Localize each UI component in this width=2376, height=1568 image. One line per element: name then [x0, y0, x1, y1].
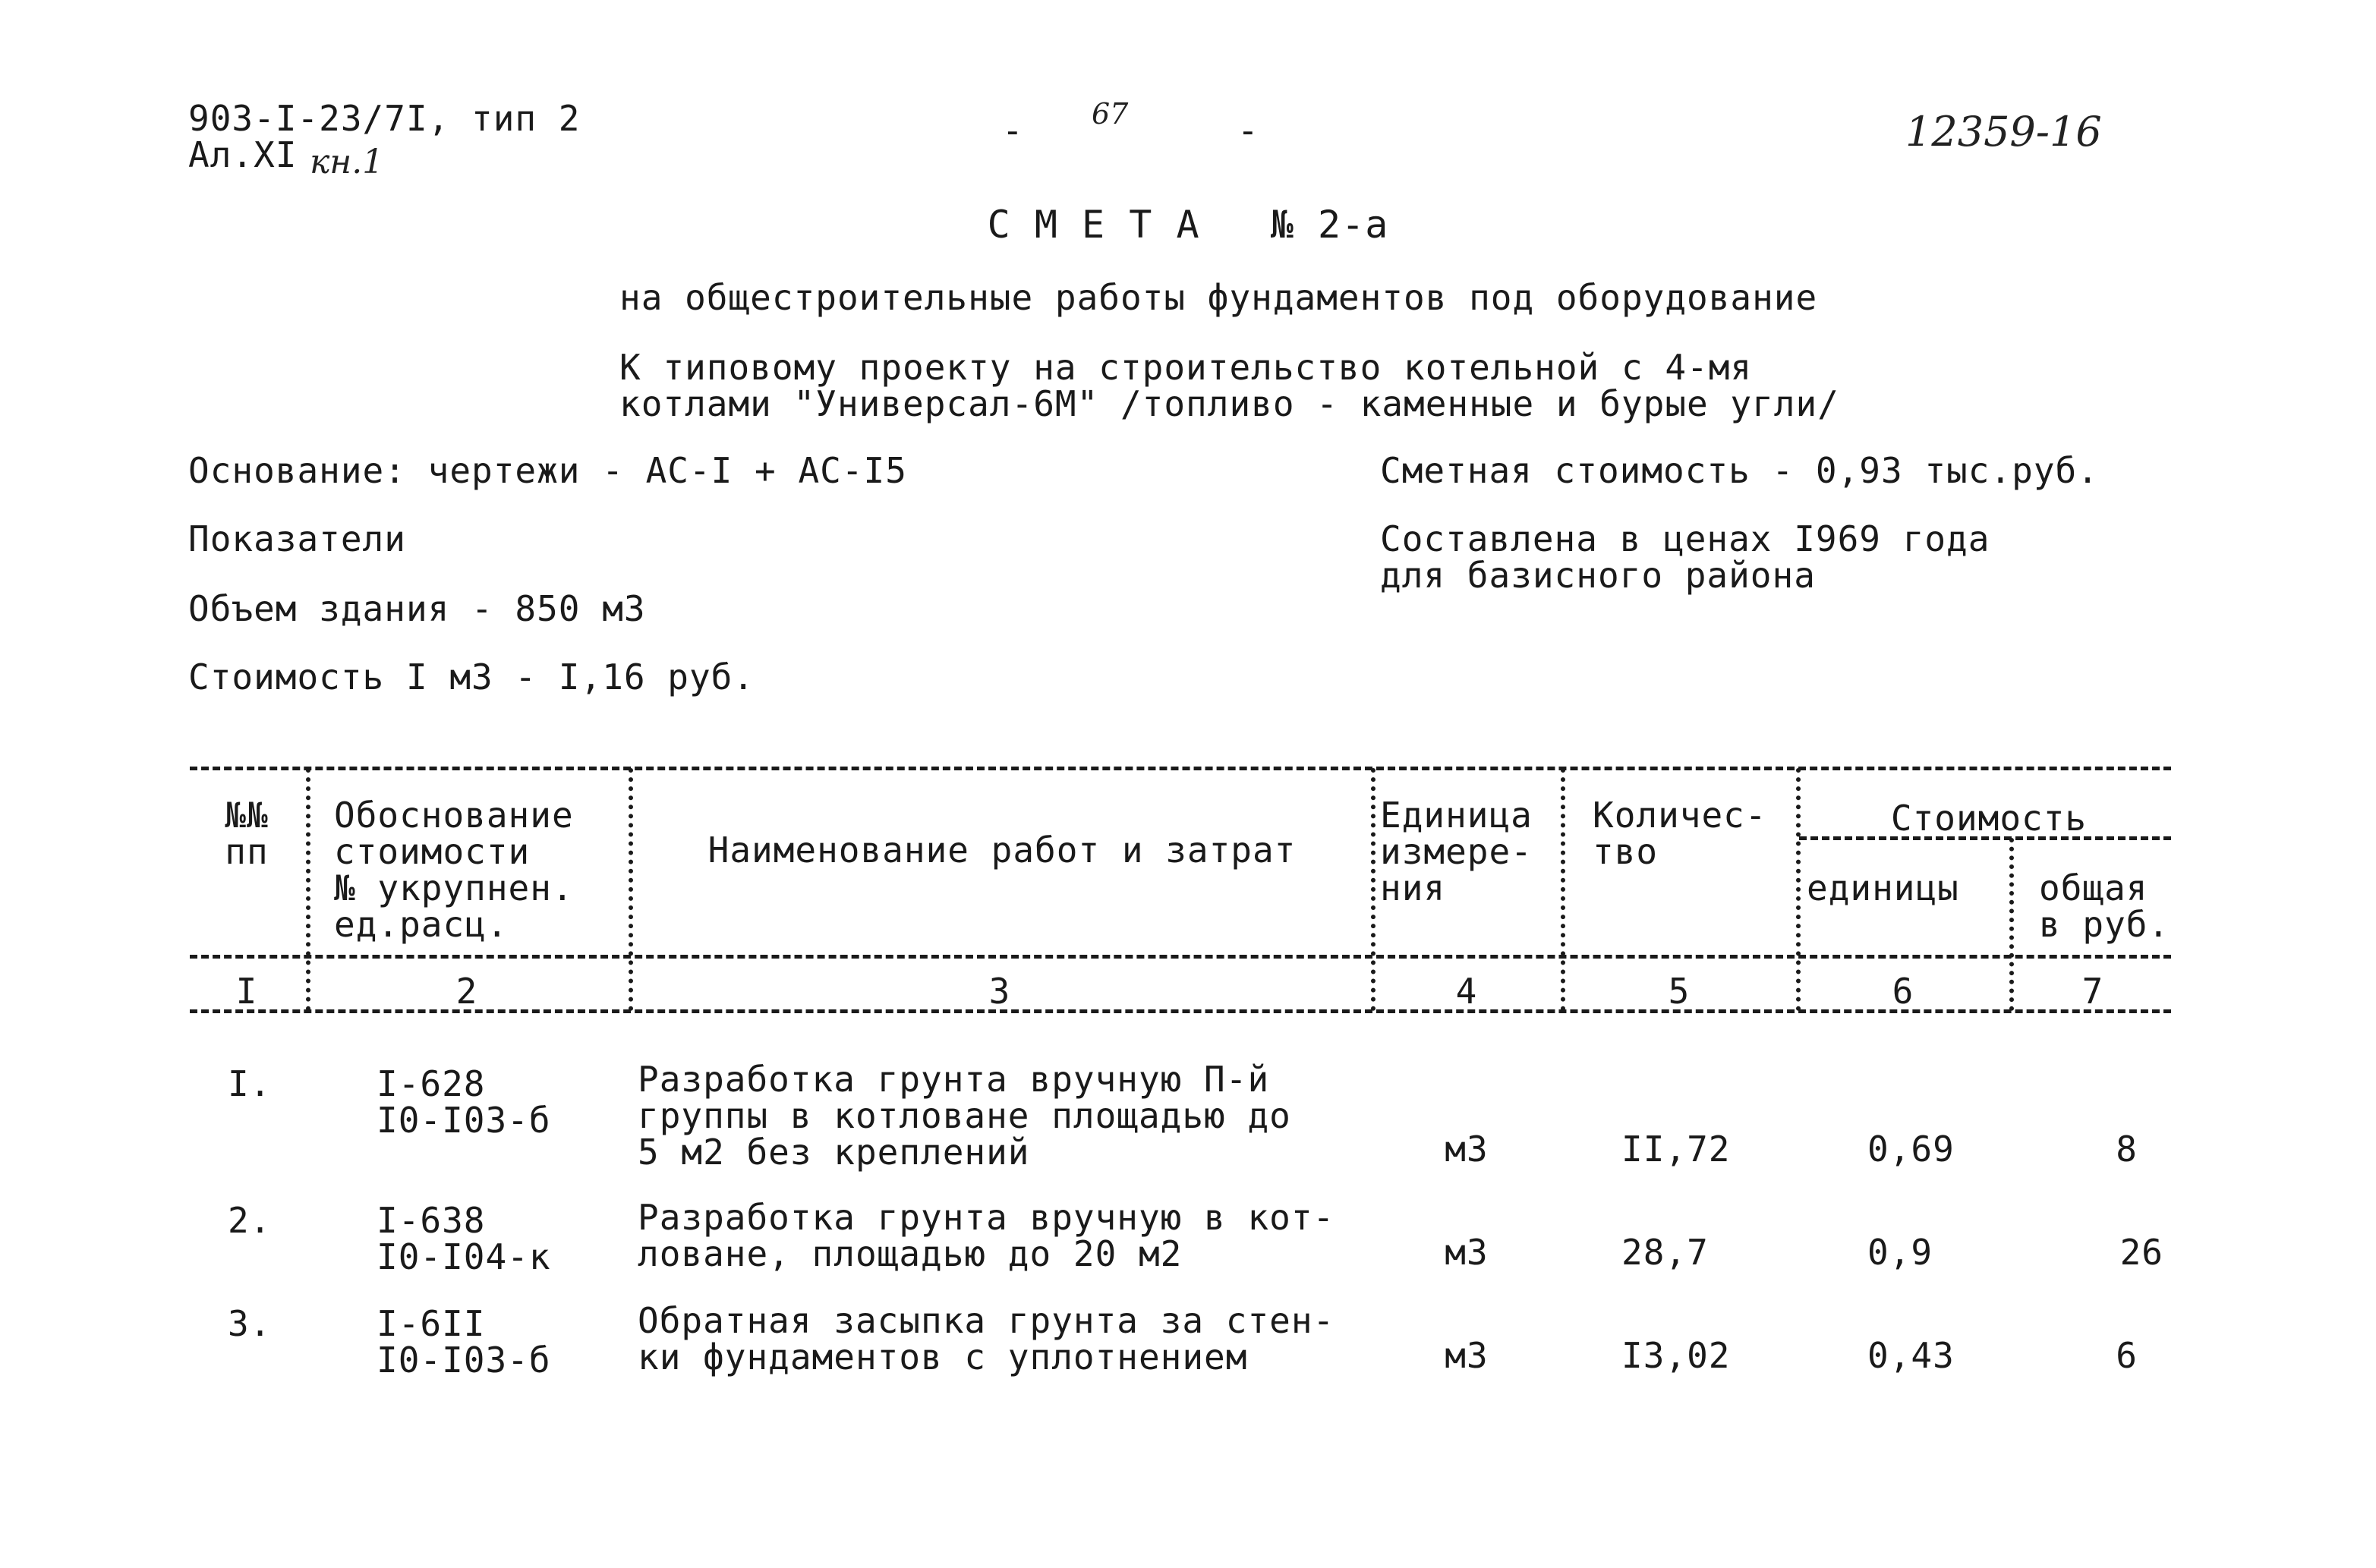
row-work-name: Разработка грунта вручную П-й группы в котловане площадью до 5 м2 без креплений [638, 1059, 1291, 1173]
row-unit: м3 [1445, 1129, 1489, 1170]
row-unit-price: 0,69 [1867, 1129, 1955, 1170]
row-quantity: 28,7 [1621, 1232, 1709, 1273]
column-number: 6 [1892, 971, 1914, 1012]
row-number: 2. [228, 1200, 272, 1241]
project-line-2: котлами "Универсал-6М" /топливо - каменные и бурые угли/ [619, 383, 1839, 424]
handwritten-book-note: кн.1 [310, 143, 384, 181]
column-number: 4 [1455, 971, 1478, 1012]
prices-line-2: для базисного района [1380, 555, 1816, 596]
column-numbers-rule [190, 1009, 2171, 1013]
document-code: 903-I-23/7I, тип 2 [188, 98, 581, 139]
row-quantity: II,72 [1621, 1129, 1731, 1170]
column-number: 2 [455, 971, 478, 1012]
estimated-cost: Сметная стоимость - 0,93 тыс.руб. [1380, 450, 2099, 491]
page-number-dash-left: - [1002, 110, 1024, 151]
row-work-name: Разработка грунта вручную в кот- ловане, площадью до 20 м2 [638, 1197, 1335, 1274]
row-basis: I-6II I0-I03-б [377, 1303, 551, 1381]
column-number: 5 [1668, 971, 1691, 1012]
row-unit: м3 [1445, 1232, 1489, 1273]
indicators-label: Показатели [188, 518, 406, 559]
header-basis: Обоснование стоимости № укрупнен. ед.расц. [334, 795, 574, 945]
header-cost-total: общая в руб. [2039, 867, 2170, 945]
row-unit: м3 [1445, 1335, 1489, 1376]
basis-line: Основание: чертежи - АС-I + АС-I5 [188, 450, 907, 491]
handwritten-inventory-number: 12359-16 [1905, 108, 2102, 156]
column-number: 7 [2081, 971, 2104, 1012]
column-separator-1 [306, 768, 310, 1011]
header-cost-unit: единицы [1807, 867, 1959, 908]
album-code: Ал.XI [188, 134, 298, 175]
header-cost: Стоимость [1890, 798, 2088, 839]
row-basis: I-638 I0-I04-к [377, 1200, 551, 1277]
row-basis: I-628 I0-I03-б [377, 1063, 551, 1141]
header-unit: Единица измере- ния [1380, 795, 1533, 908]
project-line-1: К типовому проекту на строительство котельной с 4-мя [619, 347, 1753, 388]
page-number: 67 [1092, 97, 1129, 131]
document-title: С М Е Т А № 2-а [987, 203, 1389, 247]
column-number: I [235, 971, 258, 1012]
document-subtitle: на общестроительные работы фундаментов под оборудование [619, 277, 1818, 318]
row-unit-price: 0,43 [1867, 1335, 1955, 1376]
row-total: 26 [2119, 1232, 2163, 1273]
column-number: 3 [988, 971, 1011, 1012]
header-quantity: Количес- тво [1593, 795, 1767, 872]
row-number: I. [228, 1063, 272, 1104]
prices-line-1: Составлена в ценах I969 года [1380, 518, 1990, 559]
header-work-name: Наименование работ и затрат [707, 830, 1297, 871]
cost-per-m3: Стоимость I м3 - I,16 руб. [188, 656, 755, 697]
row-total: 6 [2116, 1335, 2138, 1376]
table-top-rule [190, 767, 2171, 770]
header-bottom-rule [190, 955, 2171, 959]
row-number: 3. [228, 1303, 272, 1344]
row-quantity: I3,02 [1621, 1335, 1731, 1376]
row-work-name: Обратная засыпка грунта за стен- ки фундаментов с уплотнением [638, 1300, 1335, 1378]
header-row-number: №№ пп [225, 795, 269, 872]
row-total: 8 [2116, 1129, 2138, 1170]
page-number-dash-right: - [1237, 110, 1259, 151]
row-unit-price: 0,9 [1867, 1232, 1933, 1273]
building-volume: Объем здания - 850 м3 [188, 588, 646, 629]
